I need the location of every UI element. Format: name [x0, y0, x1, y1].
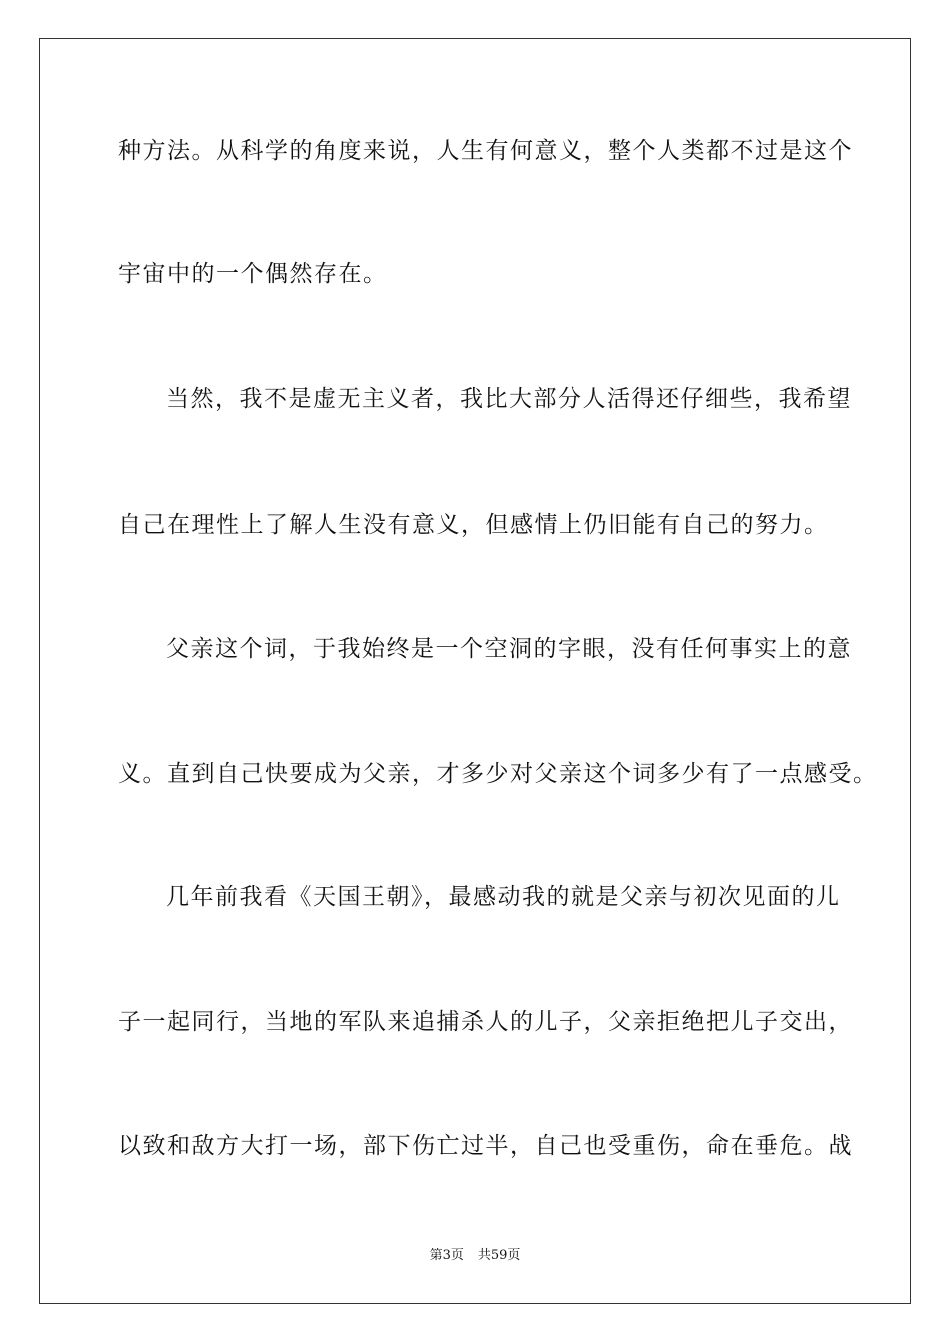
- page-border: [39, 38, 911, 1304]
- text-line-8: 子一起同行，当地的军队来追捕杀人的儿子，父亲拒绝把儿子交出，: [118, 1009, 853, 1035]
- page-footer: [0, 1248, 950, 1264]
- text-line-7: 几年前我看《天国王朝》，最感动我的就是父亲与初次见面的儿: [166, 884, 841, 910]
- text-line-2: 宇宙中的一个偶然存在。: [118, 261, 388, 287]
- text-line-4: 自己在理性上了解人生没有意义，但感情上仍旧能有自己的努力。: [118, 512, 829, 538]
- page-total: 共59页: [477, 1248, 521, 1263]
- page-number: 第3页: [429, 1248, 464, 1263]
- text-line-9: 以致和敌方大打一场，部下伤亡过半，自己也受重伤，命在垂危。战: [118, 1133, 853, 1159]
- text-line-5: 父亲这个词，于我始终是一个空洞的字眼，没有任何事实上的意: [166, 636, 852, 662]
- text-line-1: 种方法。从科学的角度来说，人生有何意义，整个人类都不过是这个: [118, 138, 853, 164]
- text-line-3: 当然，我不是虚无主义者，我比大部分人活得还仔细些，我希望: [166, 386, 852, 412]
- text-line-6: 义。直到自己快要成为父亲，才多少对父亲这个词多少有了一点感受。: [118, 761, 878, 787]
